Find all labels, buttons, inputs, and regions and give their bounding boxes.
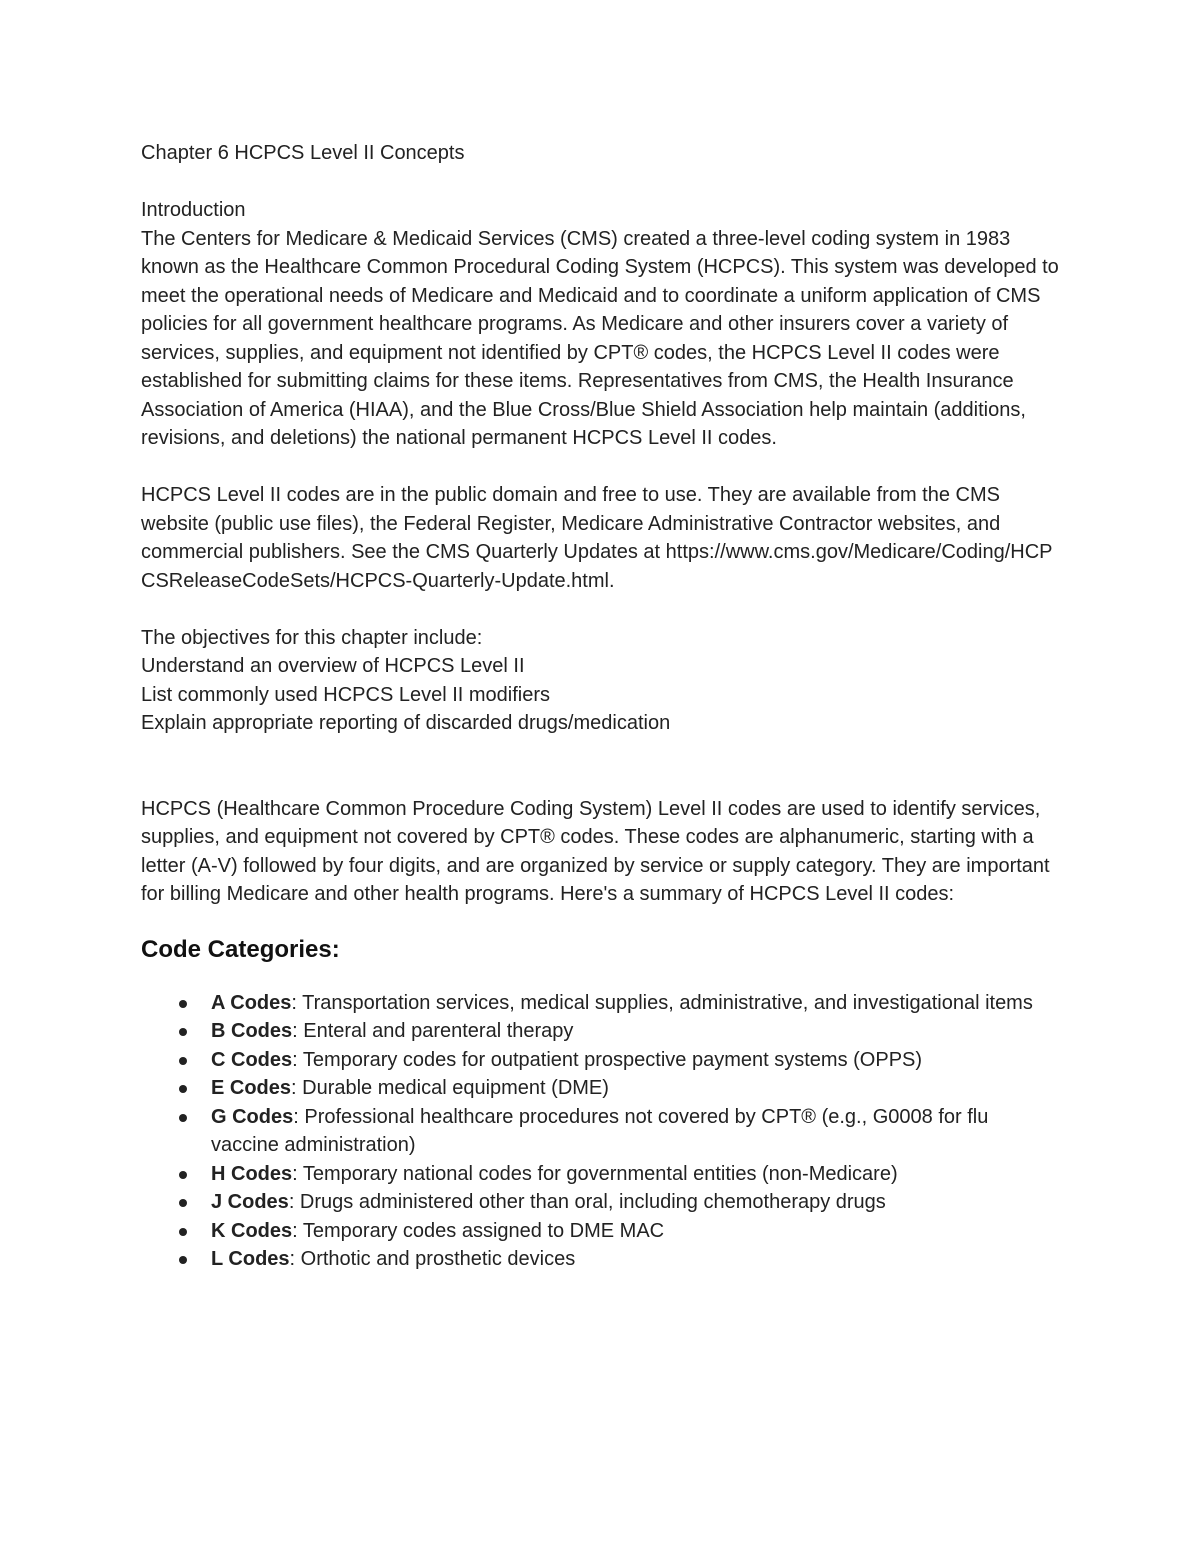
cms-quarterly-update-link[interactable]: https://www.cms.gov/Medicare/Coding/HCPCSReleaseCodeSets/HCPCS-Quarterly-Update.html. — [141, 541, 1053, 592]
code-description: : Temporary codes for outpatient prospective payment systems (OPPS) — [292, 1048, 923, 1071]
code-label: G Codes — [211, 1105, 294, 1128]
code-description: : Drugs administered other than oral, including chemotherapy drugs — [288, 1191, 886, 1213]
list-item — [141, 1103, 1061, 1160]
code-description: : Durable medical equipment (DME) — [291, 1077, 609, 1099]
code-categories-heading: Code Categories: — [141, 935, 340, 963]
list-item — [141, 1217, 1061, 1246]
code-description: : Temporary national codes for governmental entities (non-Medicare) — [292, 1162, 898, 1185]
code-label: K Codes — [211, 1219, 293, 1242]
objectives-intro: The objectives for this chapter include: — [141, 626, 483, 649]
code-label: H Codes — [211, 1162, 293, 1185]
spacer — [141, 595, 1061, 624]
code-label: B Codes — [211, 1020, 293, 1042]
list-item — [141, 1188, 1061, 1217]
bullet-icon — [179, 1000, 187, 1008]
list-item — [141, 989, 1061, 1018]
bullet-icon — [179, 1199, 187, 1207]
bullet-icon — [179, 1085, 187, 1093]
code-description: : Professional healthcare procedures not covered by CPT® (e.g., G0008 for flu vaccine administration) — [211, 1105, 989, 1156]
code-description: : Temporary codes assigned to DME MAC — [292, 1219, 665, 1242]
bullet-icon — [179, 1228, 187, 1236]
summary-paragraph: HCPCS (Healthcare Common Procedure Coding System) Level II codes are used to identify services, supplies, and equipment not covered by CPT® codes. These codes are alphanumeric, starting with a letter (A-V) followed by four digits, and are organized by service or supply category. They are important for billing Medicare and other health programs. Here's a summary of HCPCS Level II codes: — [141, 797, 1050, 905]
intro-paragraph: The Centers for Medicare & Medicaid Services (CMS) created a three-level coding system in 1983 known as the Healthcare Common Procedural Coding System (HCPCS). This system was developed to meet the operational needs of Medicare and Medicaid and to coordinate a uniform application of CMS policies for all government healthcare programs. As Medicare and other insurers cover a variety of services, supplies, and equipment not identified by CPT® codes, the HCPCS Level II codes were established for submitting claims for these items. Representatives from CMS, the Health Insurance Association of America (HIAA), and the Blue Cross/Blue Shield Association help maintain (additions, revisions, and deletions) the national permanent HCPCS Level II codes. — [141, 227, 1059, 449]
spacer — [141, 738, 1061, 795]
document-title: Chapter 6 HCPCS Level II Concepts — [141, 142, 465, 164]
availability-text: HCPCS Level II codes are in the public domain and free to use. They are available from the CMS website (public use files), the Federal Register, Medicare Administrative Contractor websites, and commercial publishers. See the CMS Quarterly Updates at — [141, 484, 1001, 563]
code-categories-list — [141, 989, 1061, 1274]
spacer — [141, 453, 1061, 482]
objective-item: Explain appropriate reporting of discarded drugs/medication — [141, 712, 671, 734]
code-label: A Codes — [211, 991, 292, 1014]
objective-item: Understand an overview of HCPCS Level II — [141, 655, 525, 677]
code-description: : Enteral and parenteral therapy — [292, 1020, 574, 1042]
code-description: : Transportation services, medical supplies, administrative, and investigational items — [291, 991, 1033, 1014]
bullet-icon — [179, 1171, 187, 1179]
bullet-icon — [179, 1057, 187, 1065]
bullet-icon — [179, 1028, 187, 1036]
availability-paragraph — [141, 481, 1061, 595]
bullet-icon — [179, 1114, 187, 1122]
code-label: E Codes — [211, 1077, 292, 1099]
list-item — [141, 1046, 1061, 1075]
code-label: J Codes — [211, 1191, 289, 1213]
list-item — [141, 1017, 1061, 1046]
objective-item: List commonly used HCPCS Level II modifiers — [141, 683, 551, 706]
list-item — [141, 1160, 1061, 1189]
spacer — [141, 168, 1061, 197]
list-item — [141, 1074, 1061, 1103]
code-label: C Codes — [211, 1048, 293, 1071]
bullet-icon — [179, 1256, 187, 1264]
document-page — [141, 139, 1061, 1274]
list-item — [141, 1245, 1061, 1274]
code-label: L Codes — [211, 1248, 290, 1270]
intro-heading: Introduction — [141, 199, 246, 221]
code-description: : Orthotic and prosthetic devices — [289, 1248, 576, 1270]
